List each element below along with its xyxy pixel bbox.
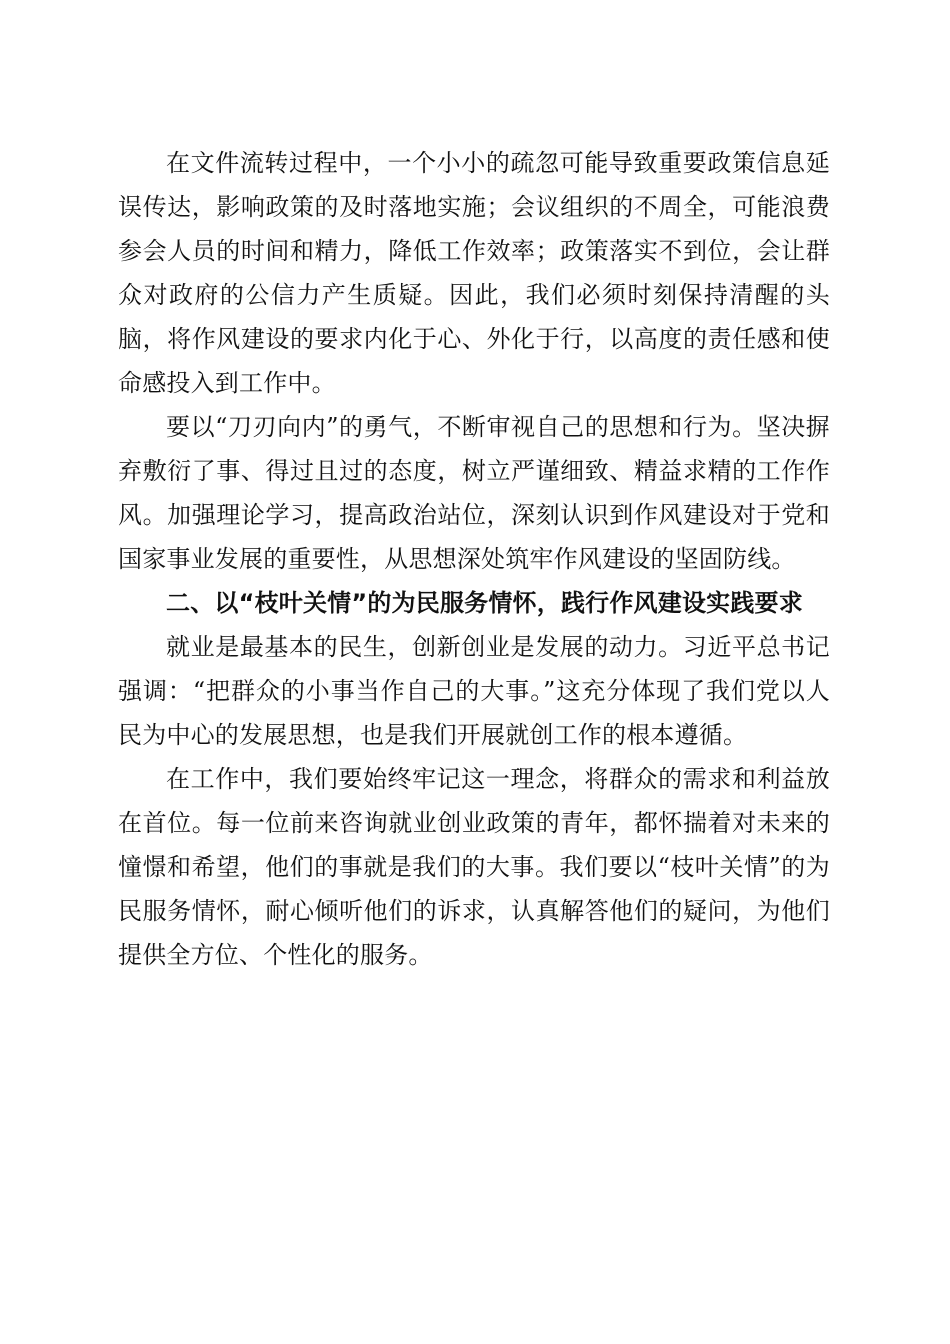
paragraph-service: 在工作中，我们要始终牢记这一理念，将群众的需求和利益放在首位。每一位前来咨询就业创业政策的青年，都怀揣着对未来的憧憬和希望，他们的事就是我们的大事。我们要以“枝叶关情”的为民服务情怀，耐心倾听他们的诉求，认真解答他们的疑问，为他们提供全方位、个性化的服务。 xyxy=(118,765,830,969)
paragraph-self-examination: 要以“刀刃向内”的勇气，不断审视自己的思想和行为。坚决摒弃敷衍了事、得过且过的态度，树立严谨细致、精益求精的工作作风。加强理论学习，提高政治站位，深刻认识到作风建设对于党和国家事业发展的重要性，从思想深处筑牢作风建设的坚固防线。 xyxy=(118,413,830,573)
document-page xyxy=(118,141,830,977)
paragraph-document-handling: 在文件流转过程中，一个小小的疏忽可能导致重要政策信息延误传达，影响政策的及时落地实施；会议组织的不周全，可能浪费参会人员的时间和精力，降低工作效率；政策落实不到位，会让群众对政府的公信力产生质疑。因此，我们必须时刻保持清醒的头脑，将作风建设的要求内化于心、外化于行，以高度的责任感和使命感投入到工作中。 xyxy=(118,149,830,397)
section-heading: 二、以“枝叶关情”的为民服务情怀，践行作风建设实践要求 xyxy=(166,589,803,617)
paragraph-employment: 就业是最基本的民生，创新创业是发展的动力。习近平总书记强调：“把群众的小事当作自己的大事。”这充分体现了我们党以人民为中心的发展思想，也是我们开展就创工作的根本遵循。 xyxy=(118,633,830,749)
